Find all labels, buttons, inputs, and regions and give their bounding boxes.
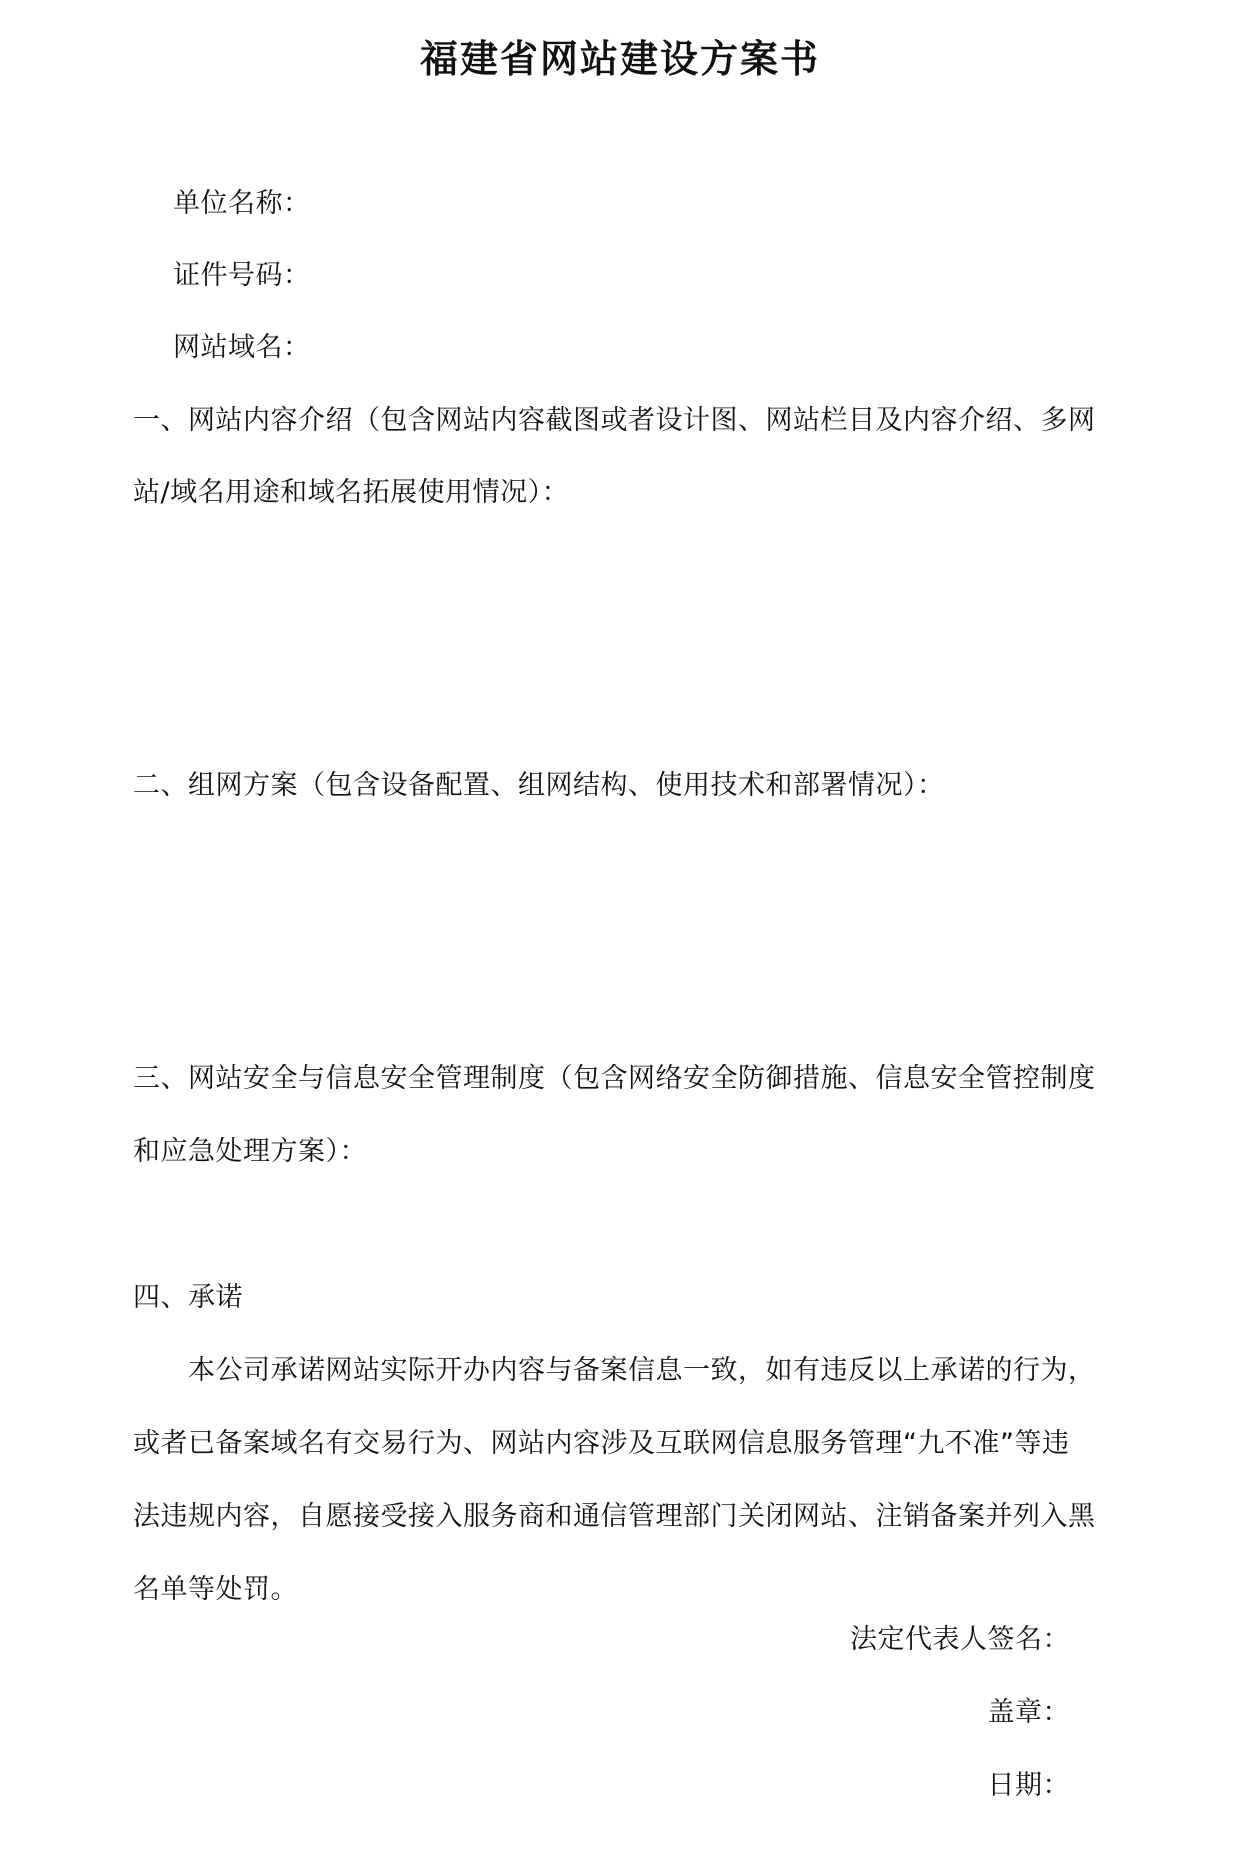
date-label: 日期：: [987, 1770, 1070, 1801]
commitment-line-2: 或者已备案域名有交易行为、网站内容涉及互联网信息服务管理“九不准”等违: [133, 1428, 1070, 1459]
unit-name-label: 单位名称：: [173, 188, 311, 219]
section-2-heading: 二、组网方案（包含设备配置、组网结构、使用技术和部署情况）：: [133, 770, 945, 801]
certificate-no-label: 证件号码：: [173, 260, 311, 291]
section-3-heading-line-1: 三、网站安全与信息安全管理制度（包含网络安全防御措施、信息安全管控制度: [133, 1063, 1096, 1094]
section-1-heading-line-2: 站/域名用途和域名拓展使用情况）：: [133, 477, 570, 508]
section-3-heading-line-2: 和应急处理方案）：: [133, 1136, 367, 1167]
domain-label: 网站域名：: [173, 332, 311, 363]
commitment-line-1: 本公司承诺网站实际开办内容与备案信息一致，如有违反以上承诺的行为，: [188, 1355, 1096, 1386]
section-4-heading: 四、承诺: [133, 1282, 243, 1313]
commitment-line-4: 名单等处罚。: [133, 1574, 298, 1605]
document-title: 福建省网站建设方案书: [419, 37, 820, 81]
commitment-line-3: 法违规内容，自愿接受接入服务商和通信管理部门关闭网站、注销备案并列入黑: [133, 1501, 1096, 1532]
seal-label: 盖章：: [987, 1697, 1070, 1728]
section-1-heading-line-1: 一、网站内容介绍（包含网站内容截图或者设计图、网站栏目及内容介绍、多网: [133, 405, 1096, 436]
legal-representative-signature-label: 法定代表人签名：: [850, 1624, 1070, 1655]
